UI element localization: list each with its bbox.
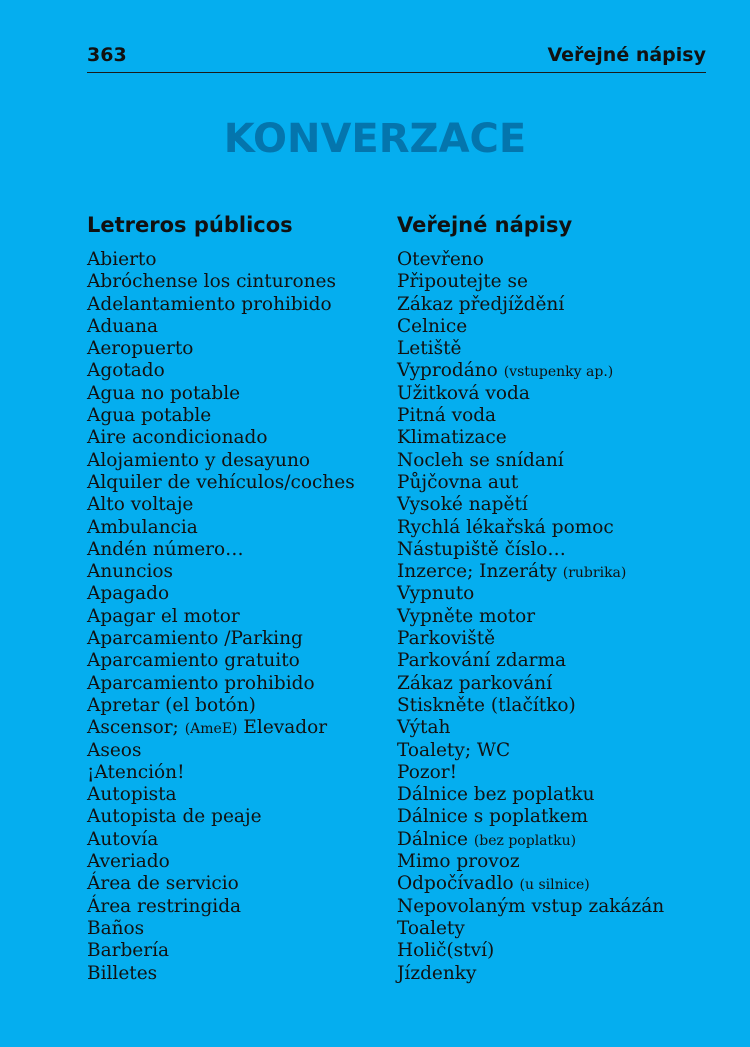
spanish-sign-list [87, 249, 387, 985]
czech-sign-item [397, 918, 727, 940]
czech-sign-item [397, 695, 727, 717]
czech-sign-item [397, 494, 727, 516]
czech-sign-item [397, 450, 727, 472]
spanish-sign-text: Abierto [87, 249, 157, 270]
spanish-sign-item [87, 673, 387, 695]
czech-sign-item [397, 940, 727, 962]
czech-sign-text: Půjčovna aut [397, 471, 519, 493]
spanish-sign-item [87, 650, 387, 672]
spanish-sign-text: Agotado [87, 360, 165, 382]
czech-sign-item [397, 896, 727, 918]
czech-sign-text: Vyprodáno [397, 360, 498, 382]
czech-sign-item [397, 628, 727, 650]
czech-sign-note: (vstupenky ap.) [503, 364, 614, 381]
spanish-sign-text: Barbería [87, 940, 170, 962]
spanish-sign-item [87, 249, 387, 271]
czech-sign-text: Stiskněte (tlačítko) [397, 694, 576, 716]
czech-sign-item [397, 717, 727, 739]
czech-sign-item [397, 249, 727, 271]
spanish-sign-item [87, 517, 387, 539]
spanish-sign-text: Baños [87, 917, 145, 939]
czech-sign-item [397, 740, 727, 762]
spanish-sign-text: Aeropuerto [87, 338, 194, 360]
spanish-sign-item [87, 472, 387, 494]
spanish-sign-text: Aparcamiento prohibido [87, 672, 315, 694]
spanish-sign-item [87, 383, 387, 405]
czech-sign-text: Vypnuto [397, 583, 475, 605]
czech-sign-item [397, 294, 727, 316]
czech-sign-item [397, 517, 727, 539]
czech-sign-text: Dálnice [397, 828, 468, 850]
spanish-sign-text: Billetes [87, 962, 158, 984]
czech-sign-text: Dálnice s poplatkem [397, 806, 589, 828]
czech-sign-item [397, 539, 727, 561]
spanish-sign-item [87, 695, 387, 717]
czech-sign-text: Připoutejte se [397, 271, 528, 293]
czech-column-heading: Veřejné nápisy [397, 213, 573, 237]
czech-sign-text: Výtah [397, 717, 451, 739]
czech-sign-item [397, 561, 727, 583]
spanish-sign-text: Autopista [87, 784, 177, 806]
czech-sign-item [397, 360, 727, 382]
czech-sign-text: Nepovolaným vstup zakázán [397, 895, 665, 917]
running-title: Veřejné nápisy [547, 44, 706, 66]
spanish-sign-text: Alquiler de vehículos/coches [87, 471, 355, 493]
spanish-sign-text: Alojamiento y desayuno [87, 449, 311, 471]
czech-sign-text: Toalety; WC [397, 739, 511, 761]
spanish-sign-item [87, 360, 387, 382]
czech-sign-text: Nocleh se snídaní [397, 449, 564, 471]
spanish-sign-text: Alto voltaje [87, 494, 194, 516]
page-header [87, 44, 706, 73]
czech-sign-text: Letiště [397, 338, 462, 360]
czech-sign-item [397, 383, 727, 405]
spanish-sign-text: Aparcamiento gratuito [87, 650, 300, 672]
spanish-sign-text: Anuncios [87, 561, 174, 583]
czech-sign-item [397, 873, 727, 895]
spanish-sign-item [87, 918, 387, 940]
czech-sign-note: (bez poplatku) [473, 832, 577, 849]
spanish-sign-text: Aseos [87, 739, 142, 761]
section-title: KONVERZACE [223, 116, 527, 162]
spanish-sign-item [87, 316, 387, 338]
czech-sign-text: Parkoviště [397, 628, 496, 650]
spanish-sign-item [87, 338, 387, 360]
czech-sign-text: Toalety [397, 917, 465, 939]
czech-sign-text: Rychlá lékařská pomoc [397, 516, 614, 538]
czech-sign-text: Vypněte motor [397, 605, 536, 627]
czech-sign-text: Parkování zdarma [397, 650, 567, 672]
spanish-sign-item [87, 851, 387, 873]
spanish-sign-text: ¡Atención! [87, 761, 185, 783]
spanish-sign-item [87, 539, 387, 561]
czech-sign-item [397, 851, 727, 873]
spanish-sign-text: Autovía [87, 828, 159, 850]
spanish-sign-item [87, 494, 387, 516]
czech-sign-item [397, 762, 727, 784]
spanish-sign-text: Autopista de peaje [87, 806, 262, 828]
spanish-sign-item [87, 740, 387, 762]
spanish-sign-item [87, 628, 387, 650]
czech-sign-text: Dálnice bez poplatku [397, 784, 595, 806]
czech-sign-text: Klimatizace [397, 427, 507, 449]
czech-sign-item [397, 963, 727, 985]
spanish-sign-text: Aduana [87, 315, 159, 337]
czech-sign-list [397, 249, 727, 985]
spanish-sign-item [87, 583, 387, 605]
czech-sign-text: Pitná voda [397, 405, 497, 427]
czech-sign-text: Mimo provoz [397, 851, 520, 873]
spanish-sign-note: (AmeE) [184, 721, 238, 738]
czech-sign-item [397, 583, 727, 605]
spanish-sign-item [87, 784, 387, 806]
spanish-sign-text: Aire acondicionado [87, 427, 268, 449]
spanish-sign-item [87, 762, 387, 784]
spanish-sign-text: Área restringida [87, 895, 242, 917]
spanish-sign-item [87, 450, 387, 472]
czech-sign-text: Vysoké napětí [397, 494, 528, 516]
czech-sign-item [397, 405, 727, 427]
czech-sign-text: Odpočívadlo [397, 873, 514, 895]
spanish-sign-text: Ascensor; [87, 717, 179, 739]
spanish-sign-text: Área de servicio [87, 873, 239, 895]
spanish-sign-item [87, 940, 387, 962]
czech-sign-item [397, 829, 727, 851]
czech-sign-note: (u silnice) [519, 877, 590, 894]
czech-sign-text: Zákaz parkování [397, 672, 553, 694]
czech-sign-item [397, 806, 727, 828]
spanish-sign-item [87, 271, 387, 293]
spanish-sign-item [87, 963, 387, 985]
czech-sign-item [397, 472, 727, 494]
czech-sign-text: Otevřeno [397, 249, 484, 270]
czech-sign-item [397, 427, 727, 449]
spanish-sign-text: Andén número… [87, 538, 244, 560]
spanish-sign-text: Apagado [87, 583, 170, 605]
czech-sign-text: Jízdenky [397, 962, 477, 984]
czech-sign-item [397, 673, 727, 695]
spanish-sign-text: Aparcamiento /Parking [87, 628, 303, 650]
spanish-sign-text: Ambulancia [87, 516, 198, 538]
spanish-sign-item [87, 606, 387, 628]
spanish-column-heading: Letreros públicos [87, 213, 293, 237]
spanish-sign-text: Adelantamiento prohibido [87, 293, 332, 315]
czech-sign-item [397, 271, 727, 293]
czech-sign-text: Užitková voda [397, 382, 530, 404]
czech-sign-item [397, 338, 727, 360]
czech-sign-text: Celnice [397, 315, 468, 337]
czech-sign-item [397, 650, 727, 672]
spanish-sign-item [87, 561, 387, 583]
spanish-sign-text: Apretar (el botón) [87, 694, 256, 716]
spanish-sign-item [87, 427, 387, 449]
czech-sign-text: Inzerce; Inzeráty [397, 561, 557, 583]
spanish-sign-text: Agua potable [87, 405, 212, 427]
spanish-sign-item [87, 294, 387, 316]
czech-sign-text: Zákaz předjíždění [397, 293, 565, 315]
czech-sign-text: Holič(ství) [397, 940, 495, 962]
spanish-sign-item [87, 806, 387, 828]
spanish-sign-text: Averiado [87, 851, 170, 873]
czech-sign-item [397, 316, 727, 338]
czech-sign-item [397, 606, 727, 628]
spanish-sign-item [87, 896, 387, 918]
page-number: 363 [87, 44, 127, 66]
czech-sign-note: (rubrika) [562, 565, 627, 582]
spanish-sign-text: Apagar el motor [87, 605, 240, 627]
spanish-sign-item [87, 717, 387, 739]
czech-sign-text: Nástupiště číslo… [397, 538, 566, 560]
spanish-sign-item [87, 829, 387, 851]
czech-sign-text: Pozor! [397, 761, 457, 783]
spanish-sign-text: Agua no potable [87, 382, 241, 404]
spanish-sign-item [87, 405, 387, 427]
czech-sign-item [397, 784, 727, 806]
spanish-sign-variant: Elevador [243, 717, 328, 739]
spanish-sign-text: Abróchense los cinturones [87, 271, 336, 293]
spanish-sign-item [87, 873, 387, 895]
